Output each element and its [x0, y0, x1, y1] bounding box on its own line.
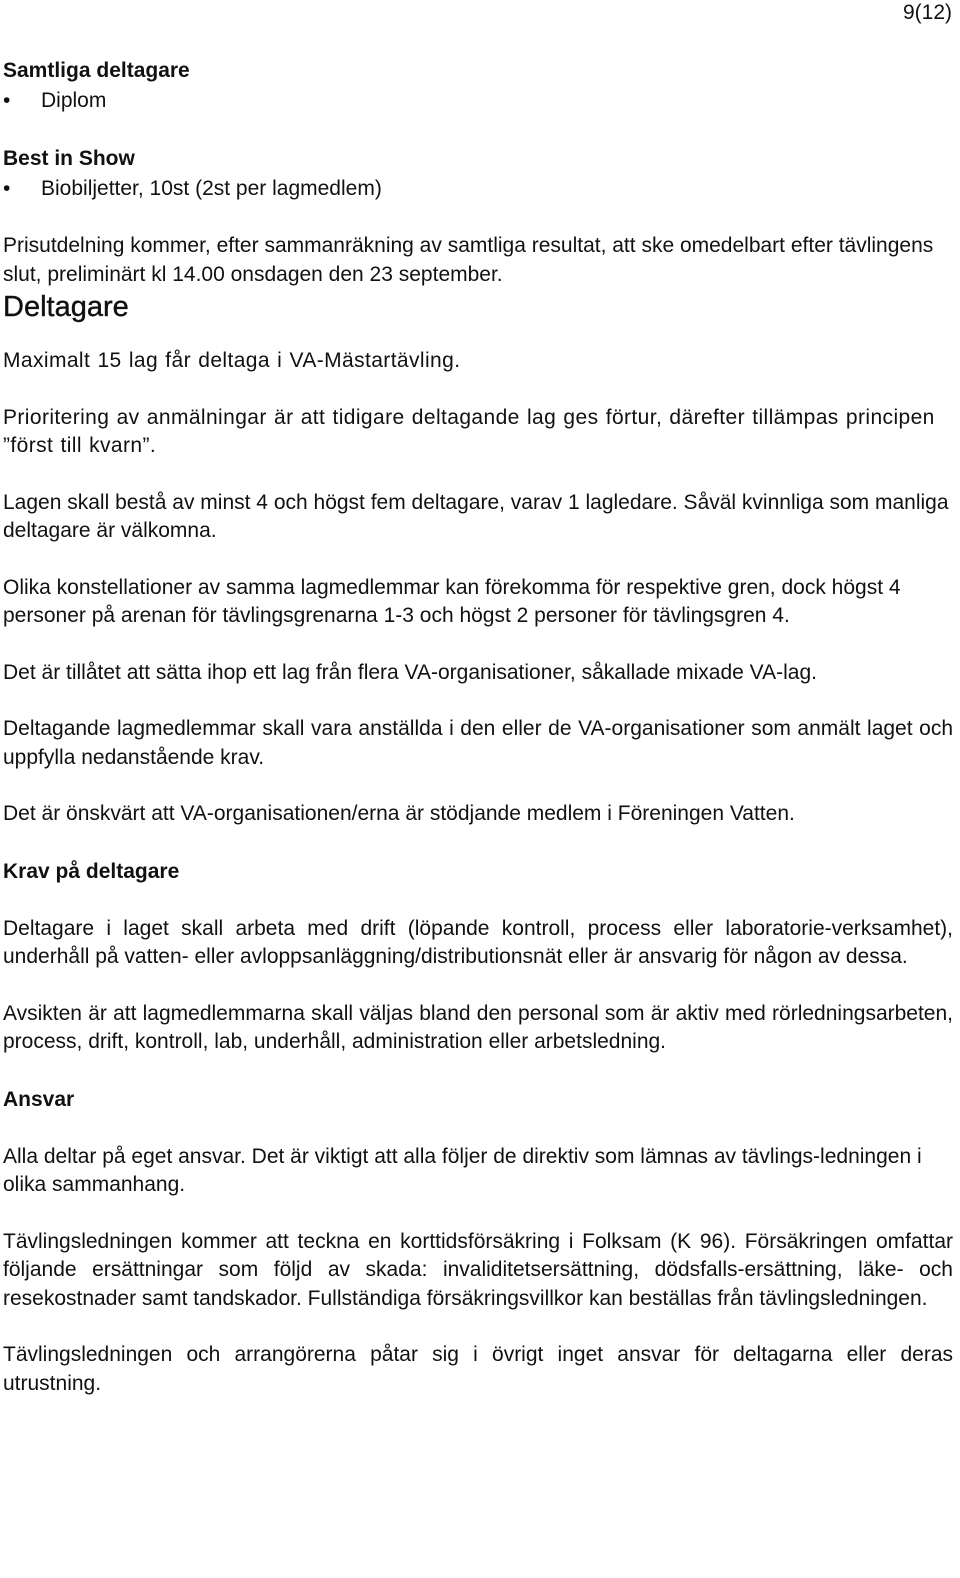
paragraph-prioritering: Prioritering av anmälningar är att tidigare deltagande lag ges förtur, därefter tillämpas principen ”först till kvarn”.	[3, 405, 935, 457]
subheading-samtliga-deltagare: Samtliga deltagare	[3, 59, 190, 82]
section-best-in-show	[3, 144, 953, 204]
subheading-best-in-show: Best in Show	[3, 147, 135, 170]
paragraph-krav-avsikt: Avsikten är att lagmedlemmarna skall väljas bland den personal som är aktiv med rörledningsarbeten, process, drift, kontroll, lab, underhåll, administration eller arbetsledning.	[3, 1001, 953, 1053]
paragraph-konstellationer: Olika konstellationer av samma lagmedlemmar kan förekomma för respektive gren, dock högst 4 personer på arenan för tävlingsgrenarna 1-3 och högst 2 personer för tävlingsgren 4.	[3, 575, 901, 627]
paragraph-krav-drift: Deltagare i laget skall arbeta med drift (löpande kontroll, process eller laboratorie-verksamhet), underhåll på vatten- eller avloppsanläggning/distributionsnät eller är ansvarig för någon av dessa.	[3, 916, 953, 968]
document-body	[3, 56, 953, 1398]
subheading-krav-pa-deltagare: Krav på deltagare	[3, 859, 180, 883]
paragraph-eget-ansvar: Alla deltar på eget ansvar. Det är viktigt att alla följer de direktiv som lämnas av tävlings-ledningen i olika sammanhang.	[3, 1144, 922, 1196]
paragraph-inget-ansvar: Tävlingsledningen och arrangörerna påtar sig i övrigt inget ansvar för deltagarna eller deras utrustning.	[3, 1343, 953, 1395]
paragraph-forsakring: Tävlingsledningen kommer att teckna en korttidsförsäkring i Folksam (K 96). Försäkringen omfattar följande ersättningar som följd av skada: invaliditetsersättning, dödsfalls-ersättning, läke- och resekostnader samt tandskador. Fullständiga försäkringsvillkor kan beställas från tävlingsledningen.	[3, 1229, 953, 1310]
paragraph-lagen: Lagen skall bestå av minst 4 och högst fem deltagare, varav 1 lagledare. Såväl kvinnliga som manliga deltagare är välkomna.	[3, 490, 949, 542]
subheading-ansvar: Ansvar	[3, 1087, 75, 1111]
heading-deltagare: Deltagare	[3, 291, 129, 323]
bullet-icon: •	[3, 177, 11, 200]
paragraph-stodjande-medlem: Det är önskvärt att VA-organisationen/erna är stödjande medlem i Föreningen Vatten.	[3, 802, 795, 825]
paragraph-mixade-lag: Det är tillåtet att sätta ihop ett lag från flera VA-organisationer, såkallade mixade VA-lag.	[3, 660, 817, 684]
section-samtliga-deltagare	[3, 56, 953, 116]
bullet-list-samtliga	[3, 86, 953, 116]
paragraph-anstallda: Deltagande lagmedlemmar skall vara anställda i den eller de VA-organisationer som anmält laget och uppfylla nedanstående krav.	[3, 717, 953, 769]
list-item	[3, 86, 953, 116]
bullet-list-best	[3, 174, 953, 204]
paragraph-maximalt: Maximalt 15 lag får deltaga i VA-Mästartävling.	[3, 349, 461, 372]
list-item-text: Biobiljetter, 10st (2st per lagmedlem)	[41, 177, 382, 200]
bullet-icon: •	[3, 89, 11, 112]
list-item-text: Diplom	[41, 89, 107, 112]
paragraph-prisutdelning: Prisutdelning kommer, efter sammanräkning av samtliga resultat, att ske omedelbart efter tävlingens slut, preliminärt kl 14.00 onsdagen den 23 september.	[3, 234, 934, 286]
list-item	[3, 174, 953, 204]
page-number: 9(12)	[902, 1, 952, 24]
